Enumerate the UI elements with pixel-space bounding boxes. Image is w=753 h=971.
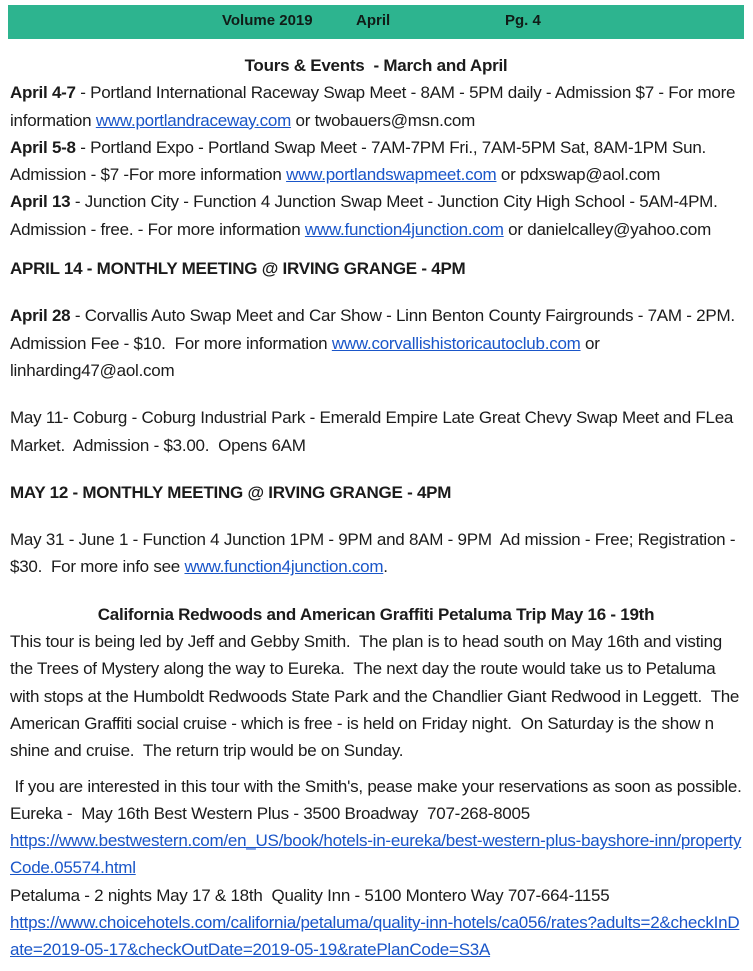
event-date: April 4-7 <box>10 83 76 103</box>
event-link-function4junction[interactable]: www.function4junction.com <box>304 219 504 239</box>
trip-description: This tour is being led by Jeff and Gebby Smith. The plan is to head south on May 16th and visting the Trees of Mystery along the way to Eureka. The next day the route would take us to Petaluma with stops at the Humboldt Redwoods State Park and the Chandlier Giant Redwood in Leggett. The American Graffiti social cruise - which is free - is held on Friday night. On Saturday is the show n shine and cruise. The return trip would be on Sunday. <box>10 632 743 761</box>
header-page-number: Pg. 4 <box>505 12 541 29</box>
event-text: - Portland International Raceway Swap Meet - 8AM - 5PM daily - Admission $7 - For more information <box>10 83 740 130</box>
event-text: - Portland Expo - Portland Swap Meet - 7AM-7PM Fri., 7AM-5PM Sat, 8AM-1PM Sun. Admission - $7 -For more information <box>10 137 710 185</box>
event-text: May 31 - June 1 - Function 4 Junction 1PM - 9PM and 8AM - 9PM Ad mission - Free; Registration - $30. For more info see <box>10 530 740 577</box>
event-item-may-11: May 11- Coburg - Coburg Industrial Park - Emerald Empire Late Great Chevy Swap Meet and FLea Market. Admission - $3.00. Opens 6AM <box>10 408 738 455</box>
event-text: . <box>383 557 388 577</box>
event-link-portlandraceway[interactable]: www.portlandraceway.com <box>95 110 292 130</box>
event-item-april-5-8 <box>10 134 742 189</box>
event-item-april-13 <box>10 188 742 243</box>
event-text: - Junction City - Function 4 Junction Swap Meet - Junction City High School - 5AM-4PM. Admission - free. - For more information <box>10 192 722 239</box>
event-text: or linharding47@aol.com <box>10 333 605 380</box>
header-bar <box>8 5 744 39</box>
event-date: April 13 <box>10 192 71 212</box>
eureka-hotel-line: Eureka - May 16th Best Western Plus - 3500 Broadway 707-268-8005 <box>10 803 530 823</box>
header-month: April <box>356 12 391 29</box>
eureka-hotel-link[interactable]: https://www.bestwestern.com/en_US/book/hotels-in-eureka/best-western-plus-bayshore-inn/propertyCode.05574.html <box>10 831 742 878</box>
event-item-april-4-7 <box>10 79 742 134</box>
petaluma-hotel-link[interactable]: https://www.choicehotels.com/california/petaluma/quality-inn-hotels/ca056/rates?adults=2&checkInDate=2019-05-17&checkOutDate=2019-05-19&ratePlanCode=S3A <box>10 913 740 960</box>
event-item-may-31 <box>10 526 742 581</box>
event-text: - Corvallis Auto Swap Meet and Car Show - Linn Benton County Fairgrounds - 7AM - 2PM. Admission Fee - $10. For more information <box>10 306 739 353</box>
event-text: or danielcalley@yahoo.com <box>503 219 712 239</box>
event-link-corvallishistoricautoclub[interactable]: www.corvallishistoricautoclub.com <box>331 333 581 353</box>
page-content <box>10 46 742 964</box>
trip-reservation-note: If you are interested in this tour with the Smith's, pease make your reservations as soon as possible. <box>10 776 742 796</box>
event-item-april-28 <box>10 302 742 384</box>
event-link-portlandswapmeet[interactable]: www.portlandswapmeet.com <box>286 165 497 185</box>
page-title: Tours & Events - March and April <box>244 56 508 75</box>
trip-section-title: California Redwoods and American Graffiti Petaluma Trip May 16 - 19th <box>97 604 655 624</box>
event-date: April 5-8 <box>10 137 76 157</box>
event-text: or twobauers@msn.com <box>291 110 475 130</box>
monthly-meeting-april-heading: APRIL 14 - MONTHLY MEETING @ IRVING GRANGE - 4PM <box>10 259 466 279</box>
header-volume: Volume 2019 <box>222 12 313 29</box>
event-link-function4junction-2[interactable]: www.function4junction.com <box>184 557 384 577</box>
event-date: April 28 <box>10 306 71 326</box>
event-text: or pdxswap@aol.com <box>496 165 661 185</box>
petaluma-hotel-line: Petaluma - 2 nights May 17 & 18th Quality Inn - 5100 Montero Way 707-664-1155 <box>10 885 610 905</box>
monthly-meeting-may-heading: MAY 12 - MONTHLY MEETING @ IRVING GRANGE - 4PM <box>10 482 452 502</box>
